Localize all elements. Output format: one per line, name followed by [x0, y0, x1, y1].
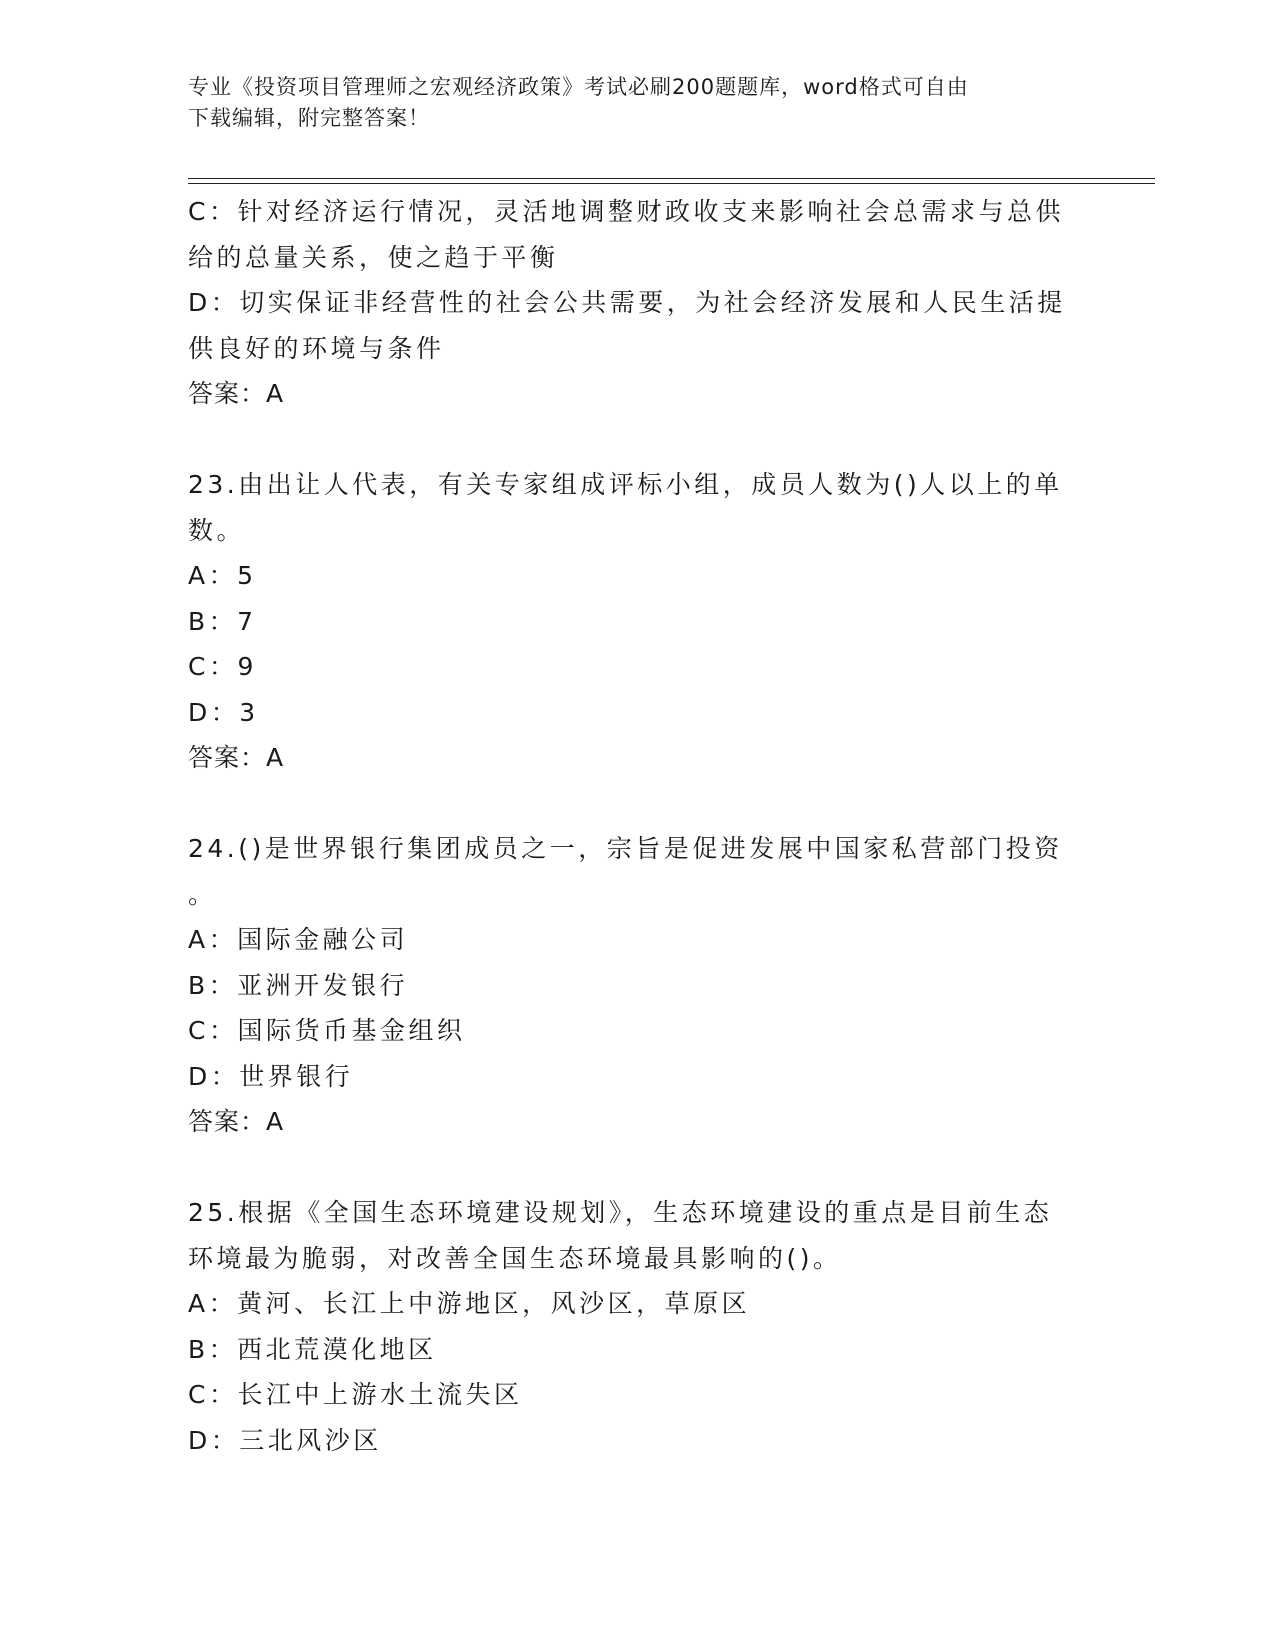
option-b: B：亚洲开发银行 — [188, 970, 409, 1000]
option-b: B：7 — [188, 606, 257, 636]
question-text-line-2: 数。 — [188, 515, 246, 545]
option-d-line-2: 供良好的环境与条件 — [188, 333, 445, 363]
option-a: A：5 — [188, 561, 257, 590]
answer-line: 答案：A — [188, 1107, 285, 1136]
question-25-block — [188, 1190, 1088, 1463]
option-c: C：9 — [188, 652, 257, 681]
option-a: A：国际金融公司 — [188, 925, 409, 954]
option-d: D：3 — [188, 697, 259, 727]
option-a: A：黄河、长江上中游地区，风沙区，草原区 — [188, 1289, 751, 1318]
document-body — [188, 189, 1088, 1463]
question-text-line-1: 24.()是世界银行集团成员之一，宗旨是促进发展中国家私营部门投资 — [188, 834, 1063, 863]
option-d: D：世界银行 — [188, 1061, 354, 1091]
spacer — [188, 781, 1088, 827]
header-divider-bottom — [188, 183, 1155, 184]
question-text-line-2: 。 — [188, 879, 217, 909]
option-b: B：西北荒漠化地区 — [188, 1334, 437, 1364]
question-text-line-1: 23.由出让人代表，有关专家组成评标小组，成员人数为()人以上的单 — [188, 470, 1063, 499]
answer-line: 答案：A — [188, 743, 285, 772]
option-d-line-1: D：切实保证非经营性的社会公共需要，为社会经济发展和人民生活提 — [188, 288, 1066, 317]
header-line-1: 专业《投资项目管理师之宏观经济政策》考试必刷200题题库，word格式可自由 — [188, 75, 969, 99]
header-line-2: 下载编辑，附完整答案！ — [188, 106, 430, 130]
option-d: D：三北风沙区 — [188, 1425, 382, 1455]
document-header — [188, 72, 1068, 134]
question-text-line-1: 25.根据《全国生态环境建设规划》，生态环境建设的重点是目前生态 — [188, 1198, 1053, 1227]
question-23-block — [188, 462, 1088, 781]
option-c-line-1: C：针对经济运行情况，灵活地调整财政收支来影响社会总需求与总供 — [188, 197, 1064, 226]
spacer — [188, 1145, 1088, 1191]
option-c: C：国际货币基金组织 — [188, 1016, 466, 1045]
question-text-line-2: 环境最为脆弱，对改善全国生态环境最具影响的()。 — [188, 1243, 842, 1273]
option-c: C：长江中上游水土流失区 — [188, 1380, 523, 1409]
answer-line: 答案：A — [188, 379, 285, 408]
question-24-block — [188, 826, 1088, 1145]
question-22-block — [188, 189, 1088, 417]
spacer — [188, 417, 1088, 463]
option-c-line-2: 给的总量关系，使之趋于平衡 — [188, 242, 559, 272]
header-divider-top — [188, 178, 1155, 179]
